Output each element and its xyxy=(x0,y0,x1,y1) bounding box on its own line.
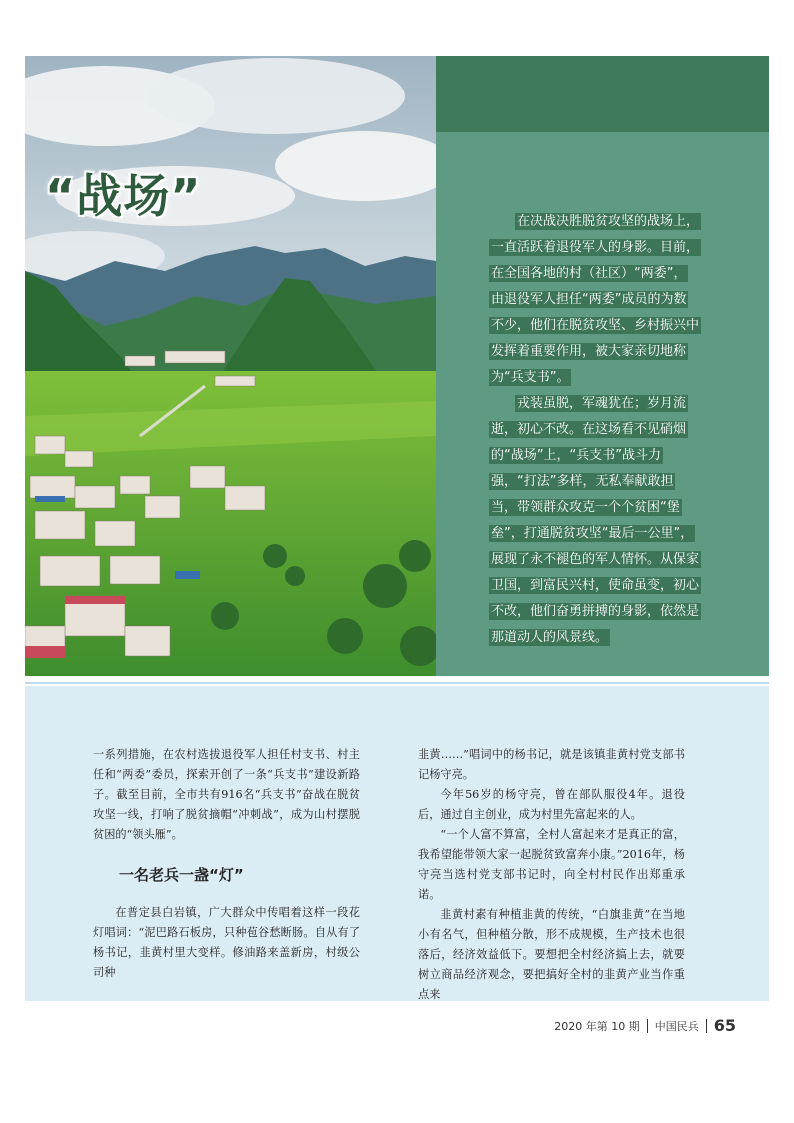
page-number: 65 xyxy=(713,1016,736,1035)
intro-text xyxy=(489,209,699,651)
footer-separator xyxy=(647,1019,648,1033)
intro-paragraph: 戎装虽脱，军魂犹在；岁月流逝，初心不改。在这场看不见硝烟的“战场”上，“兵支书”战斗力强，“打法”多样，无私奉献敢担当，带领群众攻克一个个贫困“堡垒”，打通脱贫攻坚“最后一公里”，展现了永不褪色的军人情怀。从保家卫国，到富民兴村，使命虽变，初心不改，他们奋勇拼搏的身影，依然是那道动人的风景线。 xyxy=(491,396,700,645)
magazine-name: 中国民兵 xyxy=(654,1019,699,1033)
issue-label: 2020 年第 10 期 xyxy=(554,1019,640,1033)
body-paragraph: “一个人富不算富，全村人富起来才是真正的富，我希望能带领大家一起脱贫致富奔小康。”2016年，杨守亮当选村党支部书记时，向全村村民作出郑重承诺。 xyxy=(418,828,685,901)
body-column-right xyxy=(418,745,685,1005)
headline: “战场” xyxy=(45,169,202,223)
body-column-left xyxy=(93,745,360,983)
page-footer xyxy=(554,1016,736,1035)
footer-separator xyxy=(706,1019,707,1033)
section-subheading: 一名老兵一盏“灯” xyxy=(119,866,244,884)
body-paragraph: 在普定县白岩镇，广大群众中传唱着这样一段花灯唱词：“泥巴路石板房，只种苞谷愁断肠。自从有了杨书记，韭黄村里大变样。修油路来盖新房，村级公司种 xyxy=(93,906,360,979)
section-divider xyxy=(25,682,769,684)
body-paragraph: 一系列措施，在农村选拔退役军人担任村支书、村主任和“两委”委员，探索开创了一条“兵支书”建设新路子。截至目前，全市共有916名“兵支书”奋战在脱贫攻坚一线，打响了脱贫摘帽“冲刺战”，成为山村摆脱贫困的“领头雁”。 xyxy=(93,748,360,841)
intro-paragraph: 在决战决胜脱贫攻坚的战场上，一直活跃着退役军人的身影。目前，在全国各地的村（社区）“两委”，由退役军人担任“两委”成员的为数不少，他们在脱贫攻坚、乡村振兴中发挥着重要作用，被大家亲切地称为“兵支书”。 xyxy=(491,214,700,385)
landscape-photo xyxy=(25,56,436,676)
body-paragraph: 韭黄村素有种植韭黄的传统，“白旗韭黄”在当地小有名气，但种植分散，形不成规模，生产技术也很落后，经济效益低下。要想把全村经济搞上去，就要树立商品经济观念，要把搞好全村的韭黄产业当作重点来 xyxy=(418,908,685,1001)
body-paragraph: 今年56岁的杨守亮，曾在部队服役4年。退役后，通过自主创业，成为村里先富起来的人。 xyxy=(418,788,685,821)
body-paragraph: 韭黄……”唱词中的杨书记，就是该镇韭黄村党支部书记杨守亮。 xyxy=(418,748,685,781)
header-band xyxy=(436,56,769,132)
